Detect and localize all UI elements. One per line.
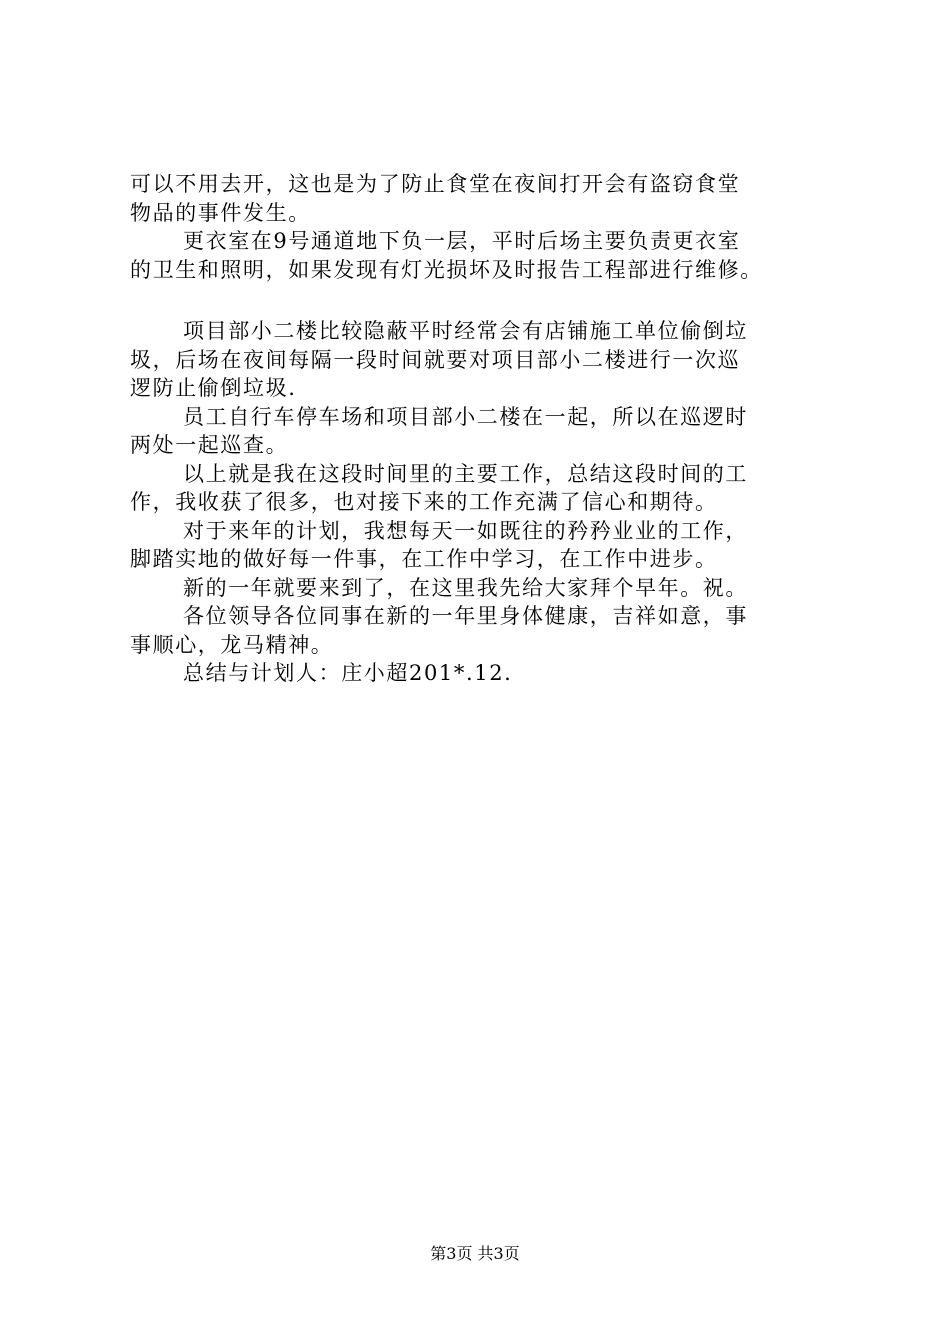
body-line: 新的一年就要来到了，在这里我先给大家拜个早年。祝。: [183, 575, 748, 600]
body-line: 两处一起巡查。: [130, 433, 289, 457]
body-line: 作，我收获了很多，也对接下来的工作充满了信心和期待。: [130, 490, 718, 514]
paragraph-gap: [130, 284, 850, 317]
body-line: 脚踏实地的做好每一件事，在工作中学习，在工作中进步。: [130, 547, 718, 571]
body-line: 项目部小二楼比较隐蔽平时经常会有店铺施工单位偷倒垃: [183, 319, 748, 343]
body-line: 的卫生和照明，如果发现有灯光损坏及时报告工程部进行维修。: [130, 257, 763, 282]
body-line: 以上就是我在这段时间里的主要工作，总结这段时间的工: [183, 461, 748, 486]
body-line: 可以不用去开，这也是为了防止食堂在夜间打开会有盗窃食堂: [130, 172, 741, 196]
signature-line: 总结与计划人：庄小超201*.12.: [183, 661, 513, 685]
body-line: 圾，后场在夜间每隔一段时间就要对项目部小二楼进行一次巡: [130, 347, 741, 372]
body-line: 物品的事件发生。: [130, 200, 311, 225]
body-line: 逻防止偷倒垃圾.: [130, 376, 297, 400]
body-text: [130, 170, 850, 688]
page-footer: 第3页 共3页: [430, 1244, 520, 1263]
body-line: 对于来年的计划，我想每天一如既往的矜矜业业的工作，: [183, 518, 748, 543]
body-line: 各位领导各位同事在新的一年里身体健康，吉祥如意，事: [183, 604, 748, 628]
body-line: 更衣室在9号通道地下负一层，平时后场主要负责更衣室: [183, 229, 741, 253]
body-line: 事顺心，龙马精神。: [130, 632, 334, 657]
body-line: 员工自行车停车场和项目部小二楼在一起，所以在巡逻时: [183, 404, 748, 429]
